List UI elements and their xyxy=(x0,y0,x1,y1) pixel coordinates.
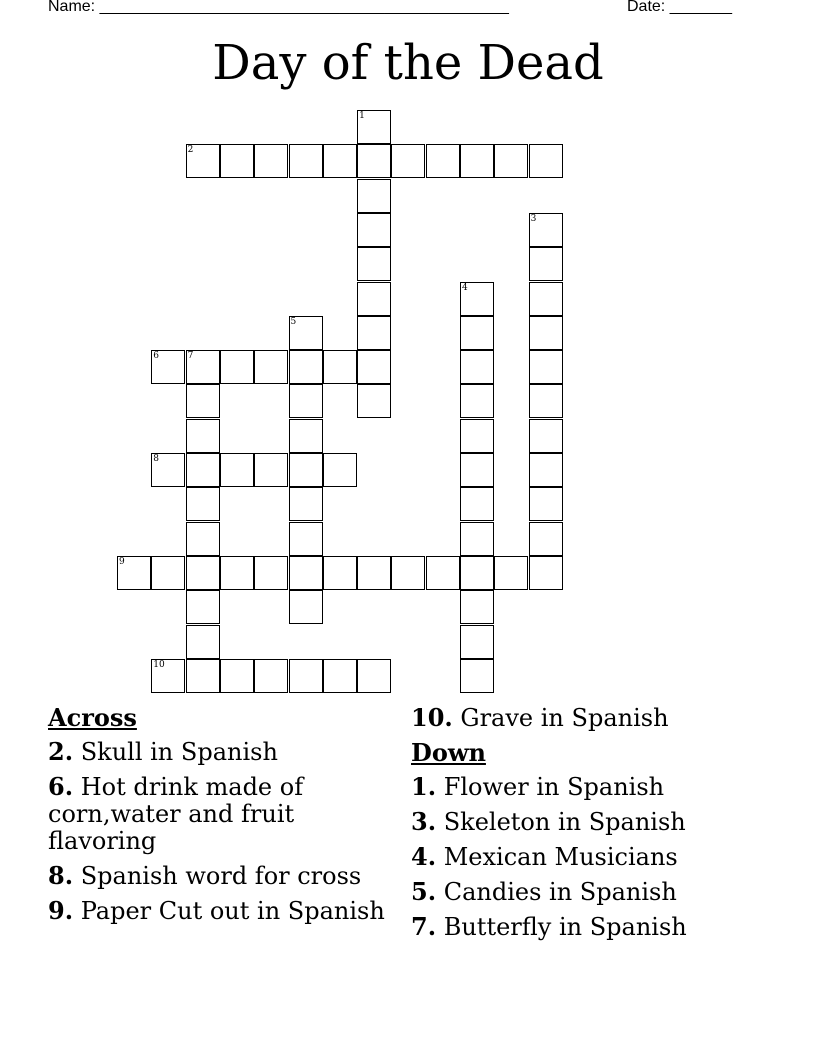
clue-text: Paper Cut out in Spanish xyxy=(80,897,385,925)
clue-text: Candies in Spanish xyxy=(443,878,677,906)
grid-cell[interactable] xyxy=(460,282,494,316)
grid-cell[interactable] xyxy=(289,419,323,453)
grid-cell[interactable] xyxy=(186,453,220,487)
grid-cell[interactable] xyxy=(529,487,563,521)
cell-number: 4 xyxy=(462,282,468,293)
grid-cell[interactable] xyxy=(460,316,494,350)
grid-cell[interactable] xyxy=(289,659,323,693)
grid-cell[interactable] xyxy=(151,453,185,487)
grid-cell[interactable] xyxy=(357,556,391,590)
date-field[interactable]: Date: _______ xyxy=(627,0,732,15)
grid-cell[interactable] xyxy=(254,659,288,693)
grid-cell[interactable] xyxy=(357,213,391,247)
grid-cell[interactable] xyxy=(460,487,494,521)
grid-cell[interactable] xyxy=(460,144,494,178)
grid-cell[interactable] xyxy=(460,350,494,384)
grid-cell[interactable] xyxy=(186,659,220,693)
clues-left-column xyxy=(48,704,398,932)
across-heading: Across xyxy=(48,703,137,732)
clue-number: 8. xyxy=(48,861,74,890)
grid-cell[interactable] xyxy=(460,384,494,418)
grid-cell[interactable] xyxy=(391,144,425,178)
grid-cell[interactable] xyxy=(323,659,357,693)
grid-cell[interactable] xyxy=(529,144,563,178)
grid-cell[interactable] xyxy=(460,659,494,693)
grid-cell[interactable] xyxy=(186,384,220,418)
cell-number: 3 xyxy=(530,213,537,224)
grid-cell[interactable] xyxy=(186,487,220,521)
grid-cell[interactable] xyxy=(529,247,563,281)
grid-cell[interactable] xyxy=(254,350,288,384)
grid-cell[interactable] xyxy=(289,522,323,556)
grid-cell[interactable] xyxy=(357,179,391,213)
grid-cell[interactable] xyxy=(289,316,323,350)
cell-number: 1 xyxy=(359,111,365,121)
grid-cell[interactable] xyxy=(460,625,494,659)
cell-number: 10 xyxy=(153,659,165,670)
grid-cell[interactable] xyxy=(220,350,254,384)
cell-number: 5 xyxy=(290,316,297,327)
clue-down-4 xyxy=(411,843,801,871)
clue-text: Hot drink made of corn,water and fruit flavoring xyxy=(48,773,304,855)
grid-cell[interactable] xyxy=(357,384,391,418)
grid-cell[interactable] xyxy=(494,556,528,590)
grid-cell[interactable] xyxy=(460,522,494,556)
grid-cell[interactable] xyxy=(151,556,185,590)
grid-cell[interactable] xyxy=(391,556,425,590)
grid-cell[interactable] xyxy=(289,384,323,418)
grid-cell[interactable] xyxy=(323,556,357,590)
grid-cell[interactable] xyxy=(117,556,151,590)
grid-cell[interactable] xyxy=(529,419,563,453)
grid-cell[interactable] xyxy=(460,590,494,624)
grid-cell[interactable] xyxy=(460,453,494,487)
grid-cell[interactable] xyxy=(529,350,563,384)
clue-number: 1. xyxy=(411,772,437,801)
grid-cell[interactable] xyxy=(460,556,494,590)
grid-cell[interactable] xyxy=(529,556,563,590)
clue-text: Skull in Spanish xyxy=(80,738,278,766)
grid-cell[interactable] xyxy=(529,316,563,350)
grid-cell[interactable] xyxy=(186,625,220,659)
grid-cell[interactable] xyxy=(254,144,288,178)
clue-number: 6. xyxy=(48,772,74,801)
grid-cell[interactable] xyxy=(151,350,185,384)
grid-cell[interactable] xyxy=(220,659,254,693)
cell-number: 2 xyxy=(187,145,194,156)
grid-cell[interactable] xyxy=(357,282,391,316)
grid-cell[interactable] xyxy=(220,556,254,590)
clue-number: 10. xyxy=(411,703,453,732)
clue-text: Grave in Spanish xyxy=(460,704,669,732)
cell-number: 8 xyxy=(153,454,160,464)
grid-cell[interactable] xyxy=(357,110,391,144)
grid-cell[interactable] xyxy=(357,144,391,178)
grid-cell[interactable] xyxy=(151,659,185,693)
grid-cell[interactable] xyxy=(289,556,323,590)
grid-cell[interactable] xyxy=(323,453,357,487)
clue-down-3 xyxy=(411,808,801,836)
grid-cell[interactable] xyxy=(323,350,357,384)
grid-cell[interactable] xyxy=(220,453,254,487)
clue-across-6 xyxy=(48,773,398,855)
clue-number: 9. xyxy=(48,896,74,925)
clues-right-column xyxy=(411,704,801,948)
grid-cell[interactable] xyxy=(529,213,563,247)
clue-across-9 xyxy=(48,897,398,925)
grid-cell[interactable] xyxy=(289,453,323,487)
page-title: Day of the Dead xyxy=(212,35,604,91)
grid-cell[interactable] xyxy=(186,590,220,624)
grid-cell[interactable] xyxy=(529,522,563,556)
grid-cell[interactable] xyxy=(186,522,220,556)
grid-cell[interactable] xyxy=(460,419,494,453)
grid-cell[interactable] xyxy=(323,144,357,178)
clue-across-2 xyxy=(48,738,398,766)
name-field[interactable]: Name: ______________________________________________ xyxy=(48,0,509,15)
clue-number: 4. xyxy=(411,842,437,871)
cell-number: 7 xyxy=(187,351,194,362)
grid-cell[interactable] xyxy=(289,487,323,521)
grid-cell[interactable] xyxy=(426,144,460,178)
down-heading: Down xyxy=(411,738,486,767)
clue-number: 5. xyxy=(411,877,437,906)
clue-down-7 xyxy=(411,913,801,941)
grid-cell[interactable] xyxy=(186,556,220,590)
grid-cell[interactable] xyxy=(357,247,391,281)
clue-down-1 xyxy=(411,773,801,801)
grid-cell[interactable] xyxy=(254,556,288,590)
grid-cell[interactable] xyxy=(289,144,323,178)
clue-across-8 xyxy=(48,862,398,890)
cell-number: 6 xyxy=(153,351,160,362)
clue-number: 7. xyxy=(411,912,437,941)
grid-cell[interactable] xyxy=(529,384,563,418)
clue-text: Skeleton in Spanish xyxy=(443,808,686,836)
clue-down-5 xyxy=(411,878,801,906)
clue-text: Butterfly in Spanish xyxy=(443,913,687,941)
grid-cell[interactable] xyxy=(186,144,220,178)
clue-across-10 xyxy=(411,704,801,732)
cell-number: 9 xyxy=(119,556,125,567)
grid-cell[interactable] xyxy=(186,419,220,453)
grid-cell[interactable] xyxy=(289,590,323,624)
grid-cell[interactable] xyxy=(254,453,288,487)
clue-number: 3. xyxy=(411,807,437,836)
grid-cell[interactable] xyxy=(220,144,254,178)
clue-text: Spanish word for cross xyxy=(80,862,362,890)
grid-cell[interactable] xyxy=(529,282,563,316)
clue-number: 2. xyxy=(48,737,74,766)
clue-text: Flower in Spanish xyxy=(443,773,665,801)
grid-cell[interactable] xyxy=(289,350,323,384)
grid-cell[interactable] xyxy=(357,350,391,384)
grid-cell[interactable] xyxy=(494,144,528,178)
grid-cell[interactable] xyxy=(529,453,563,487)
grid-cell[interactable] xyxy=(186,350,220,384)
grid-cell[interactable] xyxy=(357,316,391,350)
grid-cell[interactable] xyxy=(426,556,460,590)
clue-text: Mexican Musicians xyxy=(443,843,678,871)
grid-cell[interactable] xyxy=(357,659,391,693)
